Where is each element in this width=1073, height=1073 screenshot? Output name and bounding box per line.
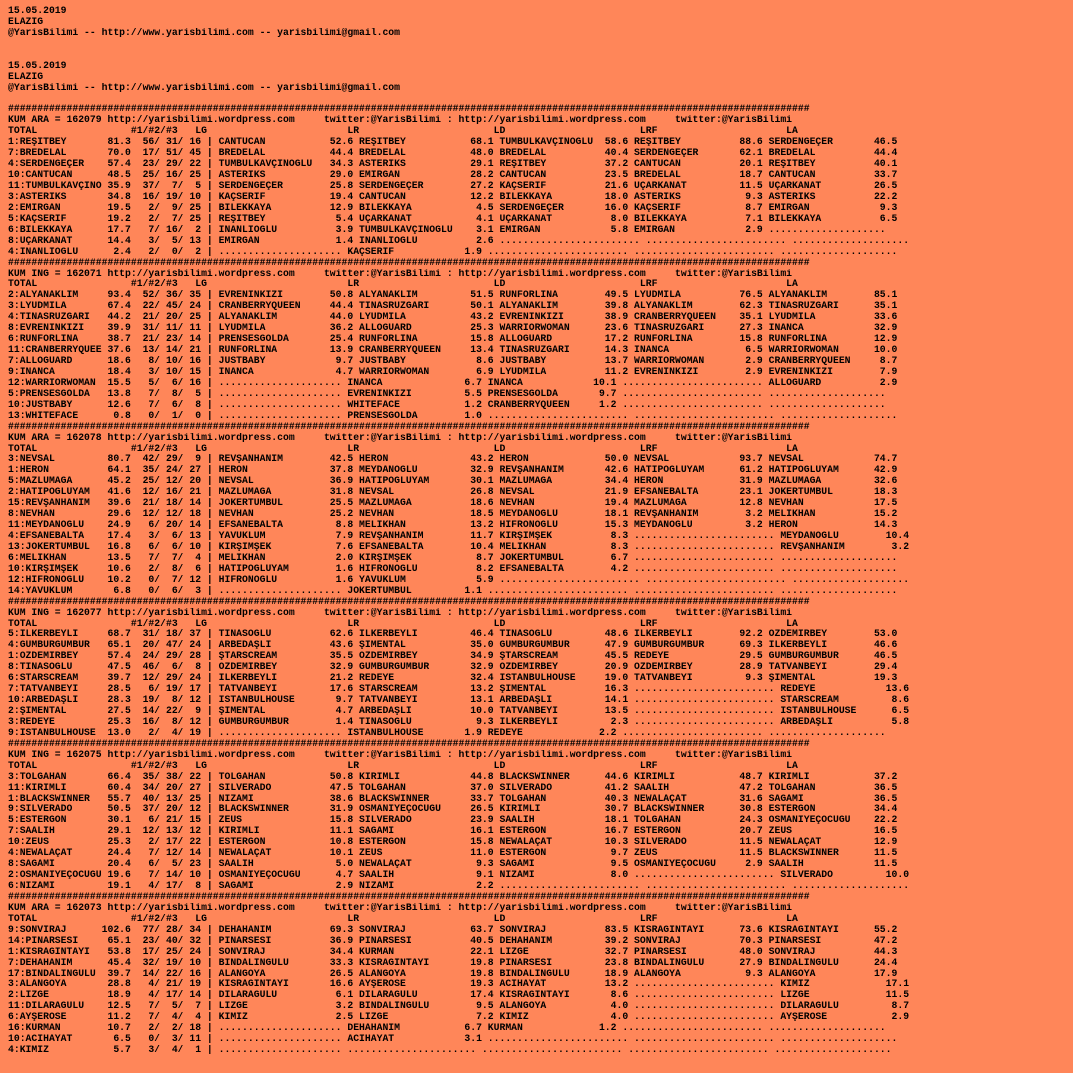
table-row: 12:HİFRONOĞLU 10.2 0/ 7/ 12 | HİFRONOĞLU 1.6 YAVUKLUM 5.9 ........................ ........................ ....................: [8, 574, 910, 585]
column-header: TOTAL #1/#2/#3 LG LR LD LRF LA: [8, 618, 798, 629]
race-title: KUM ING = 162077 http://yarisbilimi.wordpress.com twitter:@YarisBilimi : http://yarisbilimi.wordpress.com twitter:@YarisBilimi: [8, 607, 793, 618]
table-row: 4:NEWALAÇAT 24.4 7/ 12/ 14 | NEWALAÇAT 10.1 ZEUS 11.0 ESTERGON 9.7 ZEUS 11.5 BLACKSWINNER 11.5: [8, 848, 898, 859]
table-row: 3:ASTERIKS 34.8 16/ 19/ 10 | KAÇSERİF 19.4 CANTUCAN 12.2 BİLEKKAYA 18.0 ASTERIKS 9.3 ASTERIKS 22.2: [8, 191, 898, 202]
table-row: 4:SERDENGEÇER 57.4 23/ 29/ 22 | TUMBULKAVÇINOĞLU 34.3 ASTERIKS 29.1 REŞİTBEY 37.2 CANTUCAN 20.1 REŞİTBEY 40.1: [8, 159, 898, 170]
table-row: 3:NEVSAL 80.7 42/ 29/ 9 | REVŞANHANIM 42.5 HERON 43.2 HERON 50.0 NEVSAL 93.7 NEVSAL 74.7: [8, 454, 898, 465]
table-row: 13:JOKERTUMBUL 16.8 6/ 6/ 10 | KIRŞIMŞEK 7.6 EFSANEBALTA 10.4 MELİKHAN 8.3 ........................ REVŞANHANIM 3.2: [8, 541, 910, 552]
race-block: [8, 739, 1066, 892]
table-row: 4:EFSANEBALTA 17.4 3/ 6/ 13 | YAVUKLUM 7.9 REVŞANHANIM 11.7 KIRŞIMŞEK 8.3 ........................ MEYDANOĞLU 10.4: [8, 531, 910, 541]
table-row: 10:JUSTBABY 12.6 7/ 6/ 8 | ..................... WHITEFACE 1.2 CRANBERRYQUEEN 1.2 ........................ ....................: [8, 399, 886, 410]
table-row: 7:ALLOGUARD 18.6 8/ 10/ 16 | JUSTBABY 9.7 JUSTBABY 8.6 JUSTBABY 13.7 WARRIORWOMAN 2.9 CRANBERRYQUEEN 8.7: [8, 356, 898, 366]
report-date: 15.05.2019: [8, 6, 67, 16]
table-row: 14:PINARSESİ 65.1 23/ 40/ 32 | PINARSESİ 36.9 PINARSESİ 40.5 DEHAHANIM 39.2 SONVİRAJ 70.3 PINARSESİ 47.2: [8, 935, 898, 946]
table-row: 12:WARRIORWOMAN 15.5 5/ 6/ 16 | ..................... İNANCA 6.7 İNANCA 10.1 ........................ ALLOGUARD 2.9: [8, 377, 898, 388]
report-city: ELAZIG: [8, 16, 44, 27]
table-row: 13:WHITEFACE 0.8 0/ 1/ 0 | ..................... PRENSESGOLDA 1.0 ........................ ........................ ....................: [8, 410, 898, 421]
table-row: 8:NEVHAN 29.6 12/ 12/ 18 | NEVHAN 25.2 NEVHAN 18.5 MEYDANOĞLU 18.1 REVŞANHANIM 3.2 MELİKHAN 15.2: [8, 509, 898, 520]
table-row: 10:ACIHAYAT 6.5 0/ 3/ 11 | ..................... ACIHAYAT 3.1 ........................ ........................ ....................: [8, 1034, 898, 1045]
report-credits: @YarisBilimi -- http://www.yarisbilimi.com -- yarisbilimi@gmail.com: [8, 27, 401, 38]
table-row: 10:ARBEDAŞLI 28.3 19/ 8/ 12 | İSTANBULHOUSE 9.7 TATVANBEYİ 13.1 ARBEDAŞLI 14.1 ........................ STARSCREAM 8.6: [8, 695, 910, 706]
separator-line: #########################################################################################################################################: [8, 421, 810, 432]
table-row: 5:PRENSESGOLDA 13.8 7/ 8/ 5 | ..................... EVRENİNKIZI 5.5 PRENSESGOLDA 9.7 ........................ ....................: [8, 388, 886, 399]
separator-line: #########################################################################################################################################: [8, 738, 810, 749]
table-row: 7:DEHAHANIM 45.4 32/ 19/ 10 | BİNDALINGÜLÜ 33.3 KISRAĞINTAYI 19.8 PINARSESİ 23.8 BİNDALINGÜLÜ 27.9 BİNDALINGÜLÜ 24.4: [8, 957, 898, 968]
table-row: 15:REVŞANHANIM 39.6 21/ 18/ 14 | JOKERTUMBUL 25.5 MAZLUMAĞA 18.6 NEVHAN 19.4 MAZLUMAĞA 12.8 NEVHAN 17.5: [8, 498, 898, 509]
table-row: 3:ALANGOYA 28.8 4/ 21/ 19 | KISRAĞINTAYI 16.6 AYŞEROSE 19.3 ACIHAYAT 13.2 ........................ KIMIZ 17.1: [8, 979, 910, 990]
race-title: KUM ARA = 162078 http://yarisbilimi.wordpress.com twitter:@YarisBilimi : http://yarisbilimi.wordpress.com twitter:@YarisBilimi: [8, 432, 793, 443]
race-block: [8, 892, 1066, 1056]
race-title: KUM ARA = 162073 http://yarisbilimi.wordpress.com twitter:@YarisBilimi : http://yarisbilimi.wordpress.com twitter:@YarisBilimi: [8, 902, 793, 913]
separator-line: #########################################################################################################################################: [8, 891, 810, 902]
table-row: 3:TOLGAHAN 66.4 35/ 38/ 22 | TOLGAHAN 50.8 KIRIMLI 44.8 BLACKSWINNER 44.6 KIRIMLI 48.7 KIRIMLI 37.2: [8, 771, 898, 782]
table-row: 7:TATVANBEYİ 28.5 6/ 19/ 17 | TATVANBEYİ 17.6 STARSCREAM 13.2 ŞİMENTAL 16.3 ........................ REDEYE 13.6: [8, 684, 910, 695]
table-row: 5:İLKERBEYLİ 68.7 31/ 18/ 37 | TINASOĞLU 62.6 İLKERBEYLİ 46.4 TINASOĞLU 48.6 İLKERBEYLİ 92.2 ÖZDEMİRBEY 53.0: [8, 629, 898, 640]
table-row: 11:DİLARAGÜLÜ 12.5 7/ 5/ 7 | LİZGE 3.2 BİNDALINGÜLÜ 9.5 ALANGOYA 4.0 ........................ DİLARAGÜLÜ 8.7: [8, 1001, 910, 1012]
table-row: 11:CRANBERRYQUEE 37.6 13/ 14/ 21 | RUNFORLINA 13.9 CRANBERRYQUEEN 13.4 TINASRUZGARI 14.3 İNANCA 6.5 WARRIORWOMAN 10.0: [8, 345, 898, 356]
table-row: 10:KIRŞIMŞEK 10.6 2/ 8/ 6 | HATİPOĞLUYAM 1.6 HİFRONOĞLU 8.2 EFSANEBALTA 4.2 ........................ ....................: [8, 563, 898, 574]
report-credits: @YarisBilimi -- http://www.yarisbilimi.com -- yarisbilimi@gmail.com: [8, 82, 401, 93]
table-row: 2:ŞİMENTAL 27.5 14/ 22/ 9 | ŞİMENTAL 4.7 ARBEDAŞLI 10.0 TATVANBEYİ 13.5 ........................ İSTANBULHOUSE 6.5: [8, 706, 910, 716]
table-row: 8:TINASOĞLU 47.5 46/ 6/ 8 | ÖZDEMİRBEY 32.9 GÜMBÜRGÜMBÜR 32.9 ÖZDEMİRBEY 20.9 ÖZDEMİRBEY 28.9 TATVANBEYİ 29.4: [8, 662, 898, 673]
column-header: TOTAL #1/#2/#3 LG LR LD LRF LA: [8, 279, 798, 290]
table-row: 14:YAVUKLUM 6.8 0/ 6/ 3 | ..................... JOKERTUMBUL 1.1 ........................ ........................ ....................: [8, 585, 898, 596]
table-row: 2:EMİRGAN 19.5 2/ 9/ 25 | BİLEKKAYA 12.9 BİLEKKAYA 4.5 SERDENGEÇER 16.0 KAÇSERİF 8.7 EMİRGAN 9.3: [8, 202, 898, 213]
table-row: 9:SILVERADO 50.5 37/ 20/ 12 | BLACKSWINNER 31.9 OSMANİYEÇOCUĞU 26.5 KIRIMLI 30.7 BLACKSWINNER 30.8 ESTERGON 34.4: [8, 804, 898, 815]
column-header: TOTAL #1/#2/#3 LG LR LD LRF LA: [8, 443, 798, 454]
table-row: 4:GÜMBÜRGÜMBÜR 65.1 20/ 47/ 24 | ARBEDAŞLI 43.6 ŞİMENTAL 35.0 GÜMBÜRGÜMBÜR 47.9 GÜMBÜRGÜMBÜR 69.3 İLKERBEYLİ 46.6: [8, 640, 898, 651]
report-document: [8, 6, 1066, 1056]
blank-line: [8, 50, 1066, 61]
table-row: 4:TINASRUZGARI 44.2 21/ 20/ 25 | ALYANAKLIM 44.0 LYUDMILA 43.2 EVRENİNKIZI 38.9 CRANBERRYQUEEN 35.1 LYUDMILA 33.6: [8, 312, 898, 323]
separator-line: #########################################################################################################################################: [8, 596, 810, 607]
table-row: 1:KISRAĞINTAYI 53.8 17/ 25/ 24 | SONVİRAJ 34.4 KURMAN 22.1 LİZGE 32.7 PINARSESİ 48.0 SONVİRAJ 44.3: [8, 946, 898, 957]
column-header: TOTAL #1/#2/#3 LG LR LD LRF LA: [8, 126, 798, 137]
table-row: 6:NİZAMİ 19.1 4/ 17/ 8 | SAGAMİ 2.9 NİZAMİ 2.2 ........................ ........................ ....................: [8, 881, 910, 891]
table-row: 7:BREDELAL 70.0 17/ 51/ 45 | BREDELAL 44.4 BREDELAL 48.0 BREDELAL 40.4 SERDENGEÇER 62.1 BREDELAL 44.4: [8, 148, 898, 159]
table-row: 8:SAGAMİ 20.4 6/ 5/ 23 | SAALİH 5.0 NEWALAÇAT 9.3 SAGAMİ 9.5 OSMANİYEÇOCUĞU 2.9 SAALİH 11.5: [8, 859, 898, 870]
column-header: TOTAL #1/#2/#3 LG LR LD LRF LA: [8, 913, 798, 924]
table-row: 10:ZEUS 25.3 2/ 17/ 22 | ESTERGON 10.8 ESTERGON 15.8 NEWALAÇAT 10.3 SILVERADO 11.5 NEWALAÇAT 12.9: [8, 837, 898, 848]
race-block: [8, 104, 1066, 257]
race-title: KUM ARA = 162079 http://yarisbilimi.wordpress.com twitter:@YarisBilimi : http://yarisbilimi.wordpress.com twitter:@YarisBilimi: [8, 115, 793, 126]
table-row: 1:ÖZDEMİRBEY 57.4 24/ 29/ 28 | ŞTARSCREAM 35.5 ÖZDEMİRBEY 34.9 ŞTARSCREAM 45.5 REDEYE 29.5 GÜMBÜRGÜMBÜR 46.5: [8, 651, 898, 662]
table-row: 5:MAZLUMAĞA 45.2 25/ 12/ 20 | NEVSAL 36.9 HATİPOĞLUYAM 30.1 MAZLUMAĞA 34.4 HERON 31.9 MAZLUMAĞA 32.6: [8, 476, 898, 487]
table-row: 4:İNANLIOĞLU 2.4 2/ 0/ 2 | ..................... KAÇSERİF 1.9 ........................ ........................ ....................: [8, 246, 898, 257]
table-row: 3:REDEYE 25.3 16/ 8/ 12 | GÜMBÜRGÜMBÜR 1.4 TINASOĞLU 9.3 İLKERBEYLİ 2.3 ........................ ARBEDAŞLI 5.8: [8, 716, 910, 727]
table-row: 11:KIRIMLI 60.4 34/ 20/ 27 | SILVERADO 47.5 TOLGAHAN 37.0 SILVERADO 41.2 SAALİH 47.2 TOLGAHAN 36.5: [8, 782, 898, 793]
table-row: 4:KIMIZ 5.7 3/ 4/ 1 | ..................... ...................... ........................ ........................ ....................: [8, 1045, 892, 1056]
race-title: KUM ING = 162071 http://yarisbilimi.wordpress.com twitter:@YarisBilimi : http://yarisbilimi.wordpress.com twitter:@YarisBilimi: [8, 268, 793, 279]
race-block: [8, 258, 1066, 422]
table-row: 3:LYUDMILA 67.4 22/ 45/ 24 | CRANBERRYQUEEN 44.4 TINASRUZGARI 50.1 ALYANAKLIM 39.8 ALYANAKLIM 62.3 TINASRUZGARI 35.1: [8, 301, 898, 312]
table-row: 2:LİZGE 18.9 4/ 17/ 14 | DİLARAGÜLÜ 6.1 DİLARAGÜLÜ 17.4 KISRAĞINTAYI 8.6 ........................ LİZGE 11.5: [8, 990, 910, 1001]
table-row: 17:BİNDALINGÜLÜ 39.7 14/ 22/ 16 | ALANGOYA 26.5 ALANGOYA 19.8 BİNDALINGÜLÜ 18.9 ALANGOYA 9.3 ALANGOYA 17.9: [8, 968, 898, 979]
race-title: KUM ING = 162075 http://yarisbilimi.wordpress.com twitter:@YarisBilimi : http://yarisbilimi.wordpress.com twitter:@YarisBilimi: [8, 749, 793, 760]
blank-line: [8, 39, 1066, 50]
table-row: 1:REŞİTBEY 81.3 56/ 31/ 16 | CANTUCAN 52.6 REŞİTBEY 68.1 TUMBULKAVÇINOĞLU 58.6 REŞİTBEY 88.6 SERDENGEÇER 46.5: [8, 137, 898, 148]
table-row: 9:İSTANBULHOUSE 13.0 2/ 4/ 19 | ..................... İSTANBULHOUSE 1.9 REDEYE 2.2 ........................ ....................: [8, 727, 886, 738]
table-row: 6:STARSCREAM 39.7 12/ 29/ 24 | İLKERBEYLİ 21.2 REDEYE 32.4 İSTANBULHOUSE 19.0 TATVANBEYİ 9.3 ŞİMENTAL 19.3: [8, 673, 898, 684]
table-row: 6:BİLEKKAYA 17.7 7/ 16/ 2 | İNANLIOĞLU 3.9 TUMBULKAVÇINOĞLU 3.1 EMİRGAN 5.8 EMİRGAN 2.9 ....................: [8, 224, 886, 235]
race-list: [8, 104, 1066, 1056]
header-block: [8, 6, 1066, 104]
table-row: 6:RUNFORLINA 38.7 21/ 23/ 14 | PRENSESGOLDA 25.4 RUNFORLINA 15.8 ALLOGUARD 17.2 RUNFORLINA 15.8 RUNFORLINA 12.9: [8, 334, 898, 345]
table-row: 2:OSMANİYEÇOCUĞU 19.6 7/ 14/ 10 | OSMANİYEÇOCUĞU 4.7 SAALİH 9.1 NİZAMİ 8.0 ........................ SILVERADO 10.0: [8, 870, 910, 881]
report-city: ELAZIG: [8, 71, 44, 82]
table-row: 8:EVRENİNKIZI 39.9 31/ 11/ 11 | LYUDMILA 36.2 ALLOGUARD 25.3 WARRIORWOMAN 23.6 TINASRUZGARI 27.3 İNANCA 32.9: [8, 323, 898, 334]
table-row: 8:UÇARKANAT 14.4 3/ 5/ 13 | EMİRGAN 1.4 İNANLIOĞLU 2.6 ........................ ........................ ....................: [8, 235, 910, 246]
column-header: TOTAL #1/#2/#3 LG LR LD LRF LA: [8, 760, 798, 771]
table-row: 2:ALYANAKLIM 93.4 52/ 36/ 35 | EVRENİNKIZI 50.8 ALYANAKLIM 51.5 RUNFORLINA 49.5 LYUDMILA 76.5 ALYANAKLIM 85.1: [8, 290, 898, 301]
table-row: 16:KURMAN 10.7 2/ 2/ 18 | ..................... DEHAHANIM 6.7 KURMAN 1.2 ........................ ....................: [8, 1023, 886, 1034]
race-block: [8, 422, 1066, 597]
table-row: 1:HERON 64.1 35/ 24/ 27 | HERON 37.8 MEYDANOĞLU 32.9 REVŞANHANIM 42.6 HATİPOĞLUYAM 61.2 HATİPOĞLUYAM 42.9: [8, 465, 898, 476]
table-row: 1:BLACKSWINNER 55.7 40/ 13/ 25 | NİZAMİ 38.6 BLACKSWINNER 33.7 TOLGAHAN 40.3 NEWALAÇAT 31.6 SAGAMİ 36.5: [8, 793, 898, 804]
table-row: 11:TUMBULKAVÇINO 35.9 37/ 7/ 5 | SERDENGEÇER 25.8 SERDENGEÇER 27.2 KAÇSERİF 21.6 UÇARKANAT 11.5 UÇARKANAT 26.5: [8, 181, 898, 191]
table-row: 2:HATİPOĞLUYAM 41.6 12/ 16/ 21 | MAZLUMAĞA 31.8 NEVSAL 26.8 NEVSAL 21.9 EFSANEBALTA 23.1 JOKERTUMBUL 18.3: [8, 487, 898, 498]
table-row: 6:MELİKHAN 13.5 7/ 7/ 4 | MELİKHAN 2.0 KIRŞIMŞEK 8.7 JOKERTUMBUL 6.7 ........................ ....................: [8, 552, 898, 563]
table-row: 11:MEYDANOĞLU 24.9 6/ 20/ 14 | EFSANEBALTA 8.8 MELİKHAN 13.2 HİFRONOĞLU 15.3 MEYDANOĞLU 3.2 HERON 14.3: [8, 520, 898, 531]
table-row: 7:SAALİH 29.1 12/ 13/ 12 | KIRIMLI 11.1 SAGAMİ 16.1 ESTERGON 16.7 ESTERGON 20.7 ZEUS 16.5: [8, 826, 898, 837]
table-row: 6:AYŞEROSE 11.2 7/ 4/ 4 | KIMIZ 2.5 LİZGE 7.2 KIMIZ 4.0 ........................ AYŞEROSE 2.9: [8, 1012, 910, 1023]
report-date: 15.05.2019: [8, 60, 67, 71]
table-row: 9:SONVİRAJ 102.6 77/ 28/ 34 | DEHAHANIM 69.3 SONVİRAJ 63.7 SONVİRAJ 83.5 KISRAĞINTAYI 73.6 KISRAĞINTAYI 55.2: [8, 924, 898, 935]
table-row: 9:İNANCA 18.4 3/ 10/ 15 | İNANCA 4.7 WARRIORWOMAN 6.9 LYUDMILA 11.2 EVRENİNKIZI 2.9 EVRENİNKIZI 7.9: [8, 366, 898, 377]
separator-line: #########################################################################################################################################: [8, 104, 810, 115]
blank-line: [8, 94, 1066, 105]
race-block: [8, 597, 1066, 739]
table-row: 10:CANTUCAN 48.5 25/ 16/ 25 | ASTERIKS 29.0 EMİRGAN 28.2 CANTUCAN 23.5 BREDELAL 18.7 CANTUCAN 33.7: [8, 170, 898, 181]
table-row: 5:ESTERGON 30.1 6/ 21/ 15 | ZEUS 15.8 SILVERADO 23.9 SAALİH 18.1 TOLGAHAN 24.3 OSMANİYEÇOCUĞU 22.2: [8, 815, 898, 826]
table-row: 5:KAÇSERİF 19.2 2/ 7/ 25 | REŞİTBEY 5.4 UÇARKANAT 4.1 UÇARKANAT 8.0 BİLEKKAYA 7.1 BİLEKKAYA 6.5: [8, 213, 898, 224]
separator-line: #########################################################################################################################################: [8, 257, 810, 268]
